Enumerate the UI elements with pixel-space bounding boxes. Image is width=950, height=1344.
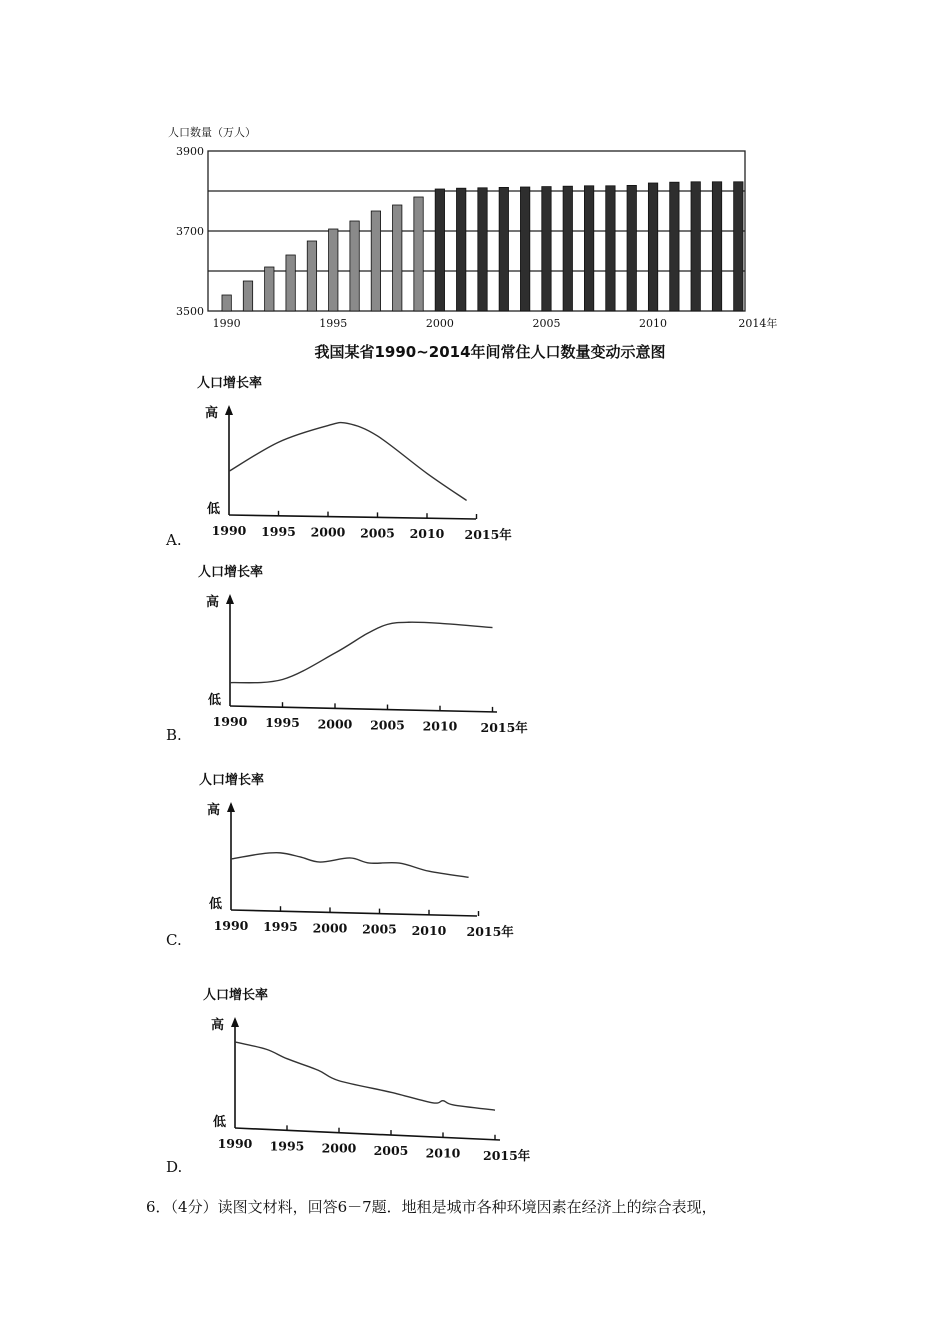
x-tick-label: 2010 xyxy=(422,718,458,734)
y-high-label: 高 xyxy=(205,406,219,421)
y-axis-label: 人口增长率 xyxy=(199,773,265,788)
x-tick-label: 1995 xyxy=(269,1138,305,1154)
x-tick-label: 2005 xyxy=(360,525,395,541)
x-tick-label: 1990 xyxy=(212,714,248,729)
x-tick-label: 1990 xyxy=(211,523,247,538)
x-tick-label: 2015年 xyxy=(480,719,528,735)
x-tick-label: 2005 xyxy=(362,921,397,937)
y-high-label: 高 xyxy=(211,1018,225,1033)
question-6-text: 6．（4分）读图文材料，回答6－7题．地租是城市各种环境因素在经济上的综合表现， xyxy=(146,1198,717,1216)
x-tick-label: 2000 xyxy=(317,716,353,732)
x-tick-label: 1995 xyxy=(265,715,300,731)
x-tick-label: 1995 xyxy=(319,317,348,330)
x-tick-label: 2010 xyxy=(639,317,668,330)
y-tick-label: 3500 xyxy=(176,305,204,318)
x-tick-label: 1990 xyxy=(217,1136,253,1151)
y-axis-label: 人口增长率 xyxy=(198,565,264,580)
y-low-label: 低 xyxy=(209,897,223,912)
x-tick-label: 2010 xyxy=(409,526,445,542)
x-tick-label: 2005 xyxy=(373,1143,409,1159)
x-tick-label: 2000 xyxy=(425,317,454,330)
y-low-label: 低 xyxy=(207,502,221,517)
y-axis-label: 人口增长率 xyxy=(203,988,269,1003)
y-high-label: 高 xyxy=(207,803,221,818)
x-tick-label: 2010 xyxy=(425,1145,461,1161)
option-c-label[interactable]: C. xyxy=(166,931,182,949)
x-tick-label: 1995 xyxy=(263,919,298,935)
x-tick-label: 2014年 xyxy=(738,317,778,330)
y-high-label: 高 xyxy=(206,595,220,610)
y-low-label: 低 xyxy=(213,1115,227,1130)
x-tick-label: 2010 xyxy=(411,922,447,938)
y-low-label: 低 xyxy=(208,693,222,708)
x-tick-label: 2000 xyxy=(312,920,348,936)
y-axis-label: 人口增长率 xyxy=(197,376,263,391)
option-d-label[interactable]: D. xyxy=(166,1158,183,1176)
y-axis-label: 人口数量（万人） xyxy=(168,126,256,139)
x-tick-label: 1990 xyxy=(212,317,241,330)
x-tick-label: 1990 xyxy=(213,918,249,933)
option-b-label[interactable]: B. xyxy=(166,726,182,744)
x-tick-label: 2005 xyxy=(532,317,561,330)
option-a-label[interactable]: A. xyxy=(166,531,182,549)
x-tick-label: 2015年 xyxy=(483,1147,531,1163)
x-tick-label: 2015年 xyxy=(464,527,512,543)
x-tick-label: 2015年 xyxy=(466,924,514,940)
y-tick-label: 3700 xyxy=(176,225,204,238)
x-tick-label: 2000 xyxy=(310,524,346,540)
x-tick-label: 2005 xyxy=(370,717,405,733)
x-tick-label: 1995 xyxy=(261,523,296,539)
growth-rate-line xyxy=(235,1042,495,1110)
chart-title: 我国某省1990~2014年间常住人口数量变动示意图 xyxy=(314,343,666,361)
y-axis-arrow-icon xyxy=(231,1017,239,1027)
y-tick-label: 3900 xyxy=(176,145,204,158)
x-tick-label: 2000 xyxy=(321,1140,357,1156)
